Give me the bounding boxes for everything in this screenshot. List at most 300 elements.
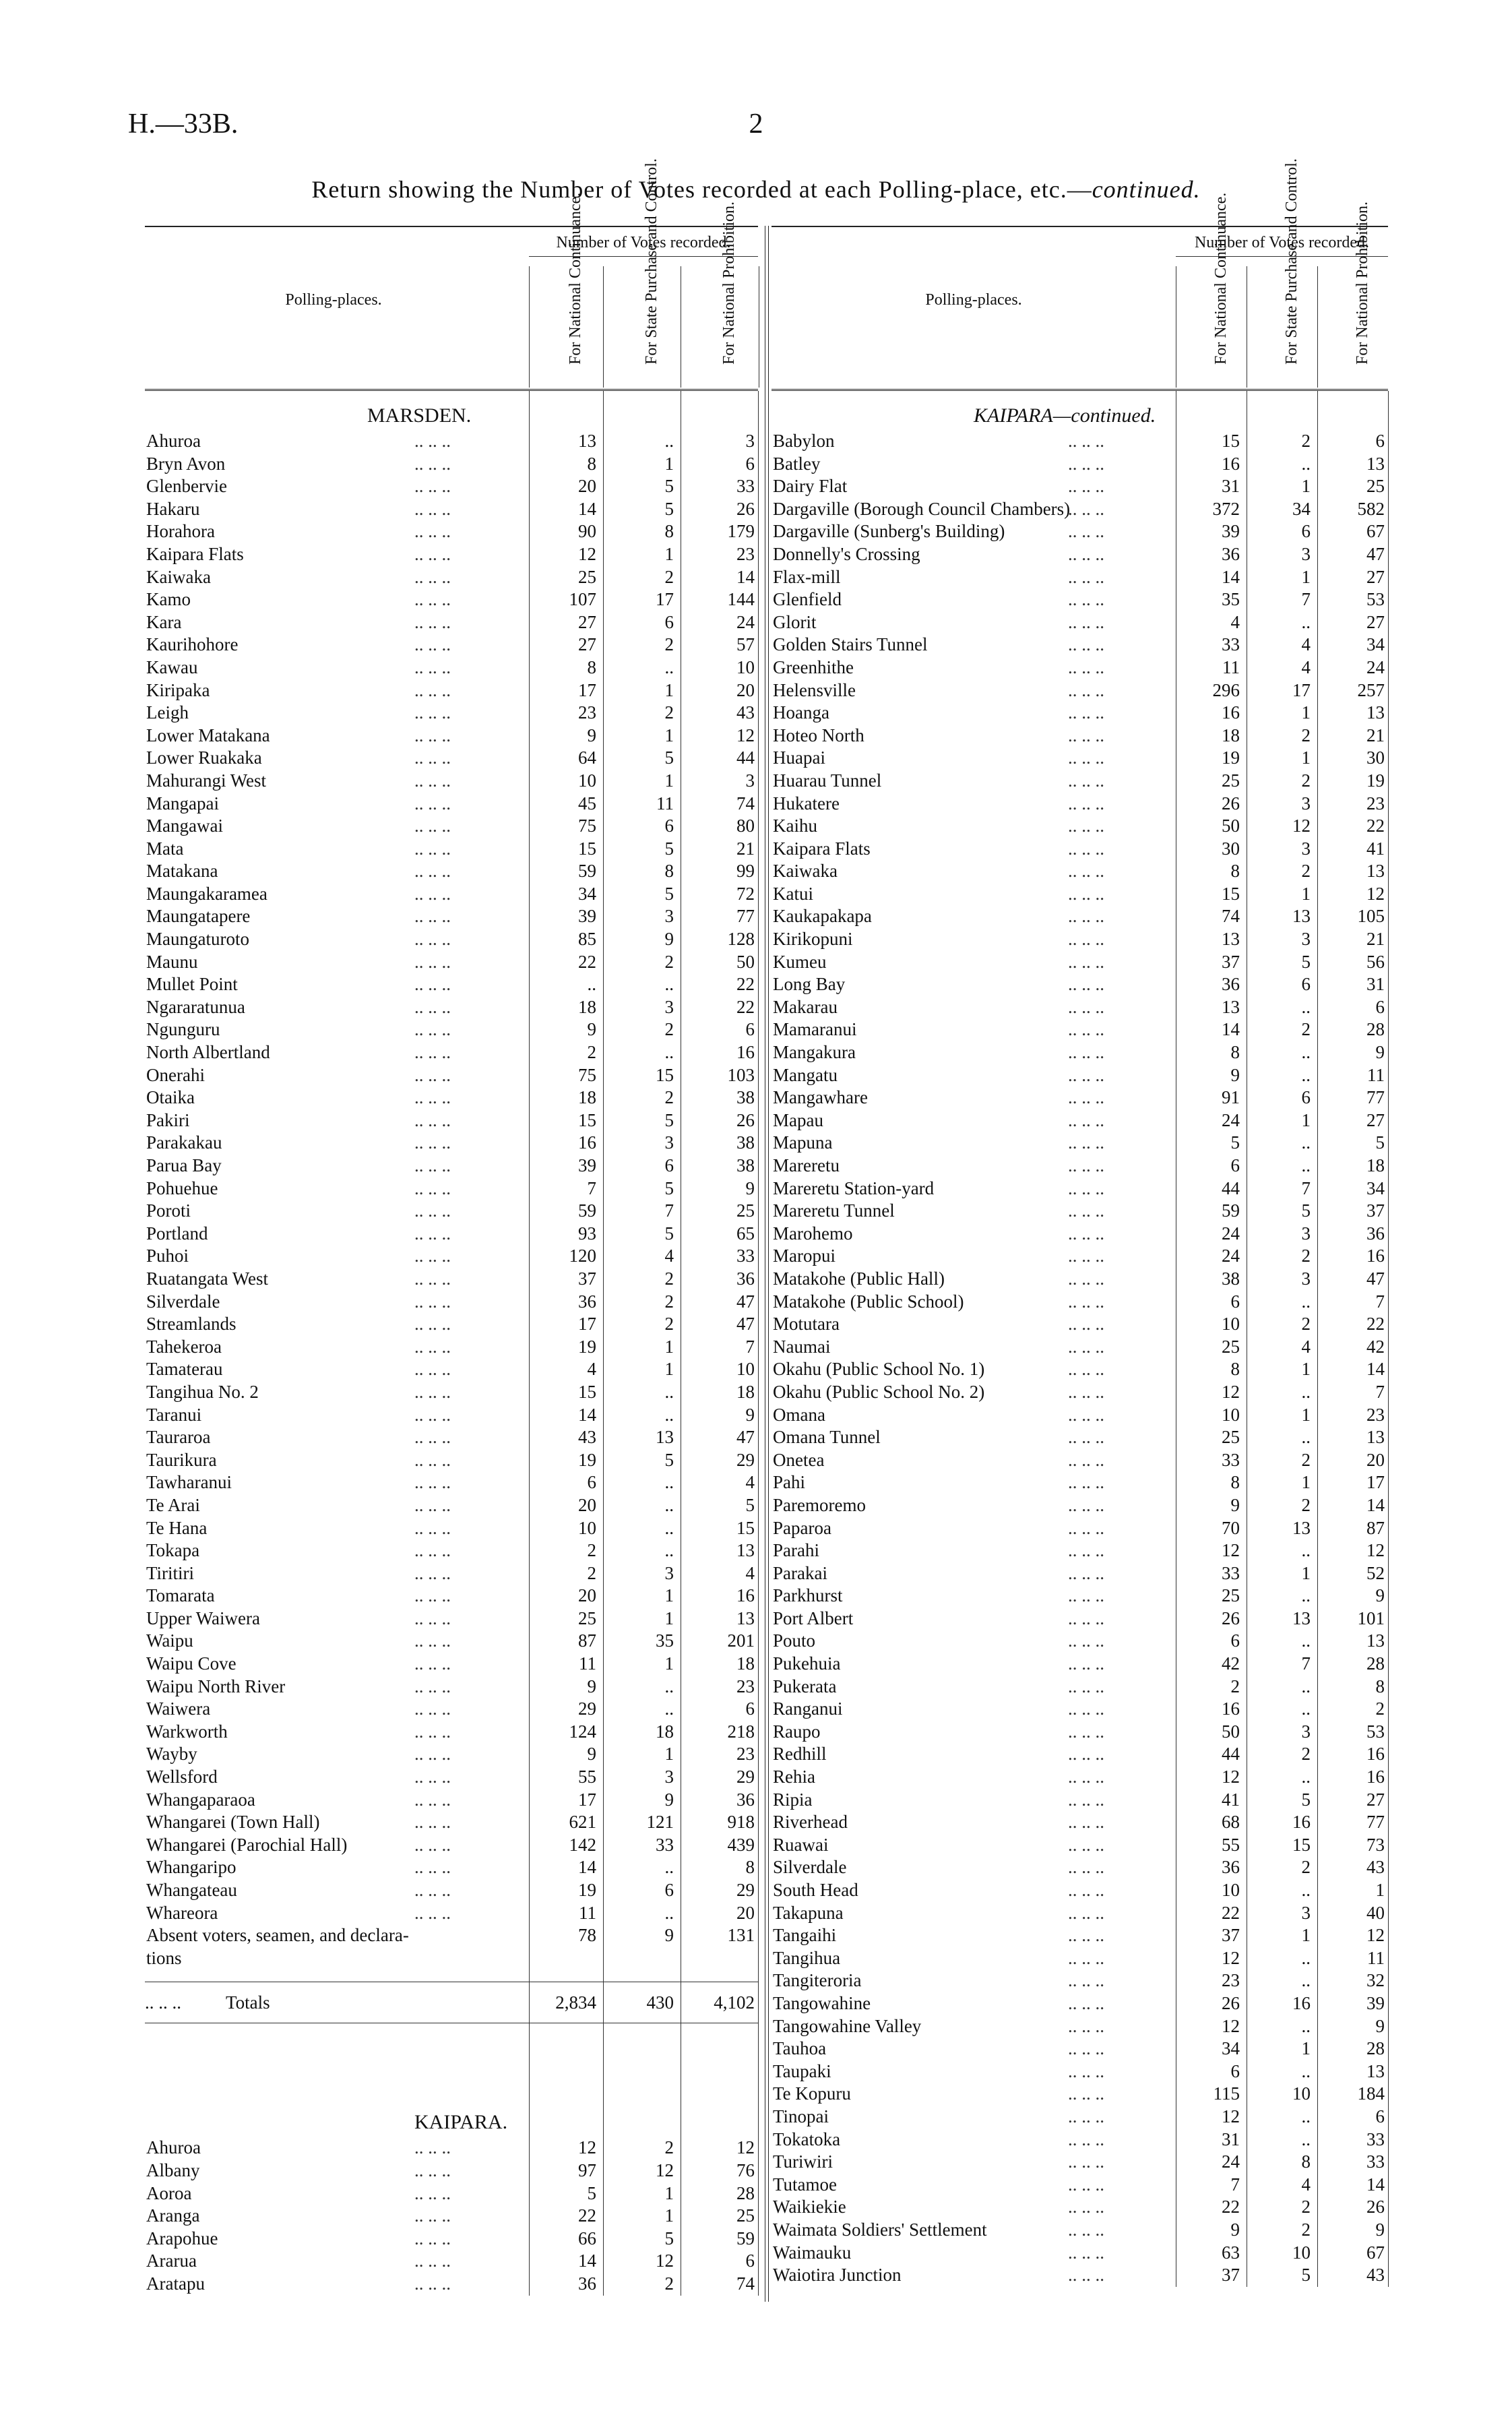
leader-dots: .. .. .. xyxy=(1068,2038,1104,2059)
vote-count: 184 xyxy=(1357,2083,1385,2104)
leader-dots: .. .. .. xyxy=(1068,2197,1104,2217)
table-row xyxy=(771,815,1388,838)
vote-count: 22 xyxy=(1366,816,1385,836)
vote-count: .. xyxy=(1301,2015,1311,2036)
vote-count: 19 xyxy=(1222,747,1240,768)
polling-place-name: Waiotira Junction xyxy=(773,2265,902,2286)
vote-count: 67 xyxy=(1366,2242,1385,2263)
polling-place-name: Makarau xyxy=(773,996,838,1017)
polling-place-name: Donnelly's Crossing xyxy=(773,543,920,564)
polling-place-name: Huarau Tunnel xyxy=(773,770,882,791)
table-row xyxy=(145,2205,758,2228)
vote-count: 5 xyxy=(1301,951,1311,972)
vote-count: 66 xyxy=(578,2228,596,2248)
leader-dots: .. .. .. xyxy=(1068,2242,1104,2263)
vote-count: 115 xyxy=(1213,2083,1240,2104)
leader-dots: .. .. .. xyxy=(1068,589,1104,610)
leader-dots: .. .. .. xyxy=(1068,1336,1104,1357)
polling-place-name: Ahuroa xyxy=(146,431,201,451)
vote-count: 3 xyxy=(1301,1268,1311,1289)
leader-dots: .. .. .. xyxy=(1068,1404,1104,1425)
vote-count: 37 xyxy=(578,1268,596,1289)
vote-count: 13 xyxy=(1366,2060,1385,2081)
vote-count: 14 xyxy=(578,2250,596,2271)
vote-count: 2 xyxy=(587,1540,596,1561)
vote-count: 20 xyxy=(736,679,755,700)
vote-count: 27 xyxy=(1366,566,1385,587)
polling-place-name: Long Bay xyxy=(773,974,846,995)
table-row xyxy=(771,1834,1388,1857)
table-row xyxy=(145,1313,758,1336)
table-row xyxy=(145,2250,758,2273)
vote-count: 26 xyxy=(1366,2197,1385,2217)
leader-dots: .. .. .. xyxy=(414,1246,451,1266)
vote-count: 5 xyxy=(1301,2265,1311,2286)
table-row xyxy=(771,2242,1388,2265)
vote-count: 9 xyxy=(587,1744,596,1765)
polling-place-name: Kamo xyxy=(146,589,191,610)
table-row xyxy=(145,860,758,883)
leader-dots: .. .. .. xyxy=(414,2182,451,2203)
leader-dots: .. .. .. xyxy=(414,431,451,451)
vote-count: 3 xyxy=(745,431,755,451)
vote-count: 8 xyxy=(1230,1359,1240,1380)
table-row xyxy=(771,2083,1388,2106)
left-table-body xyxy=(145,391,758,2296)
leader-dots: .. .. .. xyxy=(1068,951,1104,972)
vote-count: 6 xyxy=(1230,1291,1240,1312)
polling-place-name: Helensville xyxy=(773,679,856,700)
vote-count: 7 xyxy=(1375,1291,1385,1312)
vote-count: 19 xyxy=(1366,770,1385,791)
vote-count: .. xyxy=(664,1540,674,1561)
vote-count: 3 xyxy=(745,770,755,791)
vote-count: 85 xyxy=(578,929,596,950)
polling-place-name: Tinopai xyxy=(773,2106,829,2126)
polling-place-name: Pohuehue xyxy=(146,1177,218,1198)
vote-count: 39 xyxy=(578,906,596,927)
polling-place-name: Waiwera xyxy=(146,1698,211,1719)
col-state-control-header-right: For State Purchase and Control. xyxy=(1282,158,1300,365)
polling-place-name: Golden Stairs Tunnel xyxy=(773,634,928,655)
leader-dots: .. .. .. xyxy=(1068,1902,1104,1923)
polling-place-name: Ngararatunua xyxy=(146,996,245,1017)
polling-place-name: Glenbervie xyxy=(146,476,227,497)
polling-place-name: Wellsford xyxy=(146,1767,218,1787)
vote-count: 39 xyxy=(1222,521,1240,542)
vote-count: 131 xyxy=(727,1925,755,1946)
vote-count: 29 xyxy=(578,1698,596,1719)
leader-dots: .. .. .. xyxy=(414,747,451,768)
leader-dots: .. .. .. xyxy=(1068,1042,1104,1063)
polling-place-name: Te Arai xyxy=(146,1494,200,1515)
vote-count: 21 xyxy=(1366,725,1385,745)
leader-dots: .. .. .. xyxy=(1068,1834,1104,1855)
polling-place-name: Ripia xyxy=(773,1789,813,1810)
table-row xyxy=(771,725,1388,747)
leader-dots: .. .. .. xyxy=(1068,1607,1104,1628)
vote-count: 101 xyxy=(1357,1607,1385,1628)
vote-count: .. xyxy=(1301,1291,1311,1312)
vote-count: 26 xyxy=(1222,1992,1240,2013)
vote-count: .. xyxy=(1301,1585,1311,1606)
polling-place-name: Glorit xyxy=(773,611,817,632)
table-row xyxy=(145,2137,758,2160)
table-row xyxy=(771,1381,1388,1404)
leader-dots: .. .. .. xyxy=(414,1834,451,1855)
vote-count: 10 xyxy=(1222,1314,1240,1335)
table-row xyxy=(771,1449,1388,1472)
table-row xyxy=(771,838,1388,861)
vote-count: 20 xyxy=(736,1902,755,1923)
vote-count: 36 xyxy=(736,1789,755,1810)
polling-place-name: Kaihu xyxy=(773,816,817,836)
table-row xyxy=(771,1200,1388,1223)
table-row xyxy=(145,2182,758,2205)
table-row xyxy=(771,1879,1388,1902)
vote-count: 27 xyxy=(1366,1109,1385,1130)
vote-count: 39 xyxy=(578,1155,596,1175)
col-prohibition-header-right: For National Prohibition. xyxy=(1353,202,1371,365)
polling-place-name: Mangapai xyxy=(146,793,219,814)
table-row xyxy=(145,1041,758,1064)
vote-count: 16 xyxy=(1222,1698,1240,1719)
vote-count: 8 xyxy=(1230,1472,1240,1493)
table-row xyxy=(771,1924,1388,1947)
vote-count: 5 xyxy=(1230,1132,1240,1153)
vote-count: 13 xyxy=(1292,1517,1311,1538)
polling-place-name: Mareretu xyxy=(773,1155,840,1175)
leader-dots: .. .. .. xyxy=(1068,1653,1104,1674)
leader-dots: .. .. .. xyxy=(414,1291,451,1312)
section-title-text: KAIPARA—continued. xyxy=(974,404,1156,427)
total-count: 430 xyxy=(646,1992,674,2013)
table-row xyxy=(145,1743,758,1766)
table-row xyxy=(771,1177,1388,1200)
leader-dots: .. .. .. xyxy=(1068,1630,1104,1651)
vote-count: 4 xyxy=(745,1472,755,1493)
totals-row xyxy=(145,1982,758,2023)
vote-count: 2 xyxy=(587,1042,596,1063)
leader-dots: .. .. .. xyxy=(1068,2129,1104,2149)
vote-count: 22 xyxy=(1366,1314,1385,1335)
table-row xyxy=(771,1268,1388,1291)
table-row xyxy=(145,1879,758,1902)
polling-place-name: Mata xyxy=(146,838,184,859)
vote-count: 2 xyxy=(664,566,674,587)
vote-count: 52 xyxy=(1366,1562,1385,1583)
leader-dots: .. .. .. xyxy=(414,1177,451,1198)
vote-count: 23 xyxy=(736,1744,755,1765)
table-row xyxy=(771,951,1388,974)
vote-count: 30 xyxy=(1222,838,1240,859)
vote-count: 8 xyxy=(745,1857,755,1878)
vote-count: 44 xyxy=(736,747,755,768)
table-row xyxy=(145,1155,758,1177)
vote-count: 9 xyxy=(1375,2219,1385,2240)
table-row xyxy=(771,1132,1388,1155)
vote-count: 1 xyxy=(1301,747,1311,768)
vote-count: .. xyxy=(664,1676,674,1696)
vote-count: .. xyxy=(1301,1155,1311,1175)
polling-place-name: Dargaville (Borough Council Chambers) xyxy=(773,498,1071,519)
leader-dots: .. .. .. xyxy=(414,1494,451,1515)
table-row xyxy=(771,1902,1388,1925)
vote-count: 6 xyxy=(1375,2106,1385,2126)
leader-dots: .. .. .. xyxy=(414,521,451,542)
polling-place-name: Tomarata xyxy=(146,1585,215,1606)
leader-dots: .. .. .. xyxy=(414,1653,451,1674)
polling-place-name: Taurikura xyxy=(146,1449,217,1470)
vote-count: 15 xyxy=(1222,883,1240,904)
leader-dots: .. .. .. xyxy=(1068,1427,1104,1448)
leader-dots: .. .. .. xyxy=(1068,1744,1104,1765)
polling-place-name: Katui xyxy=(773,883,813,904)
vote-count: 9 xyxy=(1375,1585,1385,1606)
polling-place-name: Port Albert xyxy=(773,1607,854,1628)
vote-count: 36 xyxy=(1222,543,1240,564)
leader-dots: .. .. .. xyxy=(414,1562,451,1583)
vote-count: .. xyxy=(1301,996,1311,1017)
votes-recorded-header-right: Number of Votes recorded. xyxy=(1176,234,1388,257)
vote-count: 2 xyxy=(1301,1019,1311,1040)
column-rule xyxy=(1388,391,1389,2287)
leader-dots: .. .. .. xyxy=(414,1449,451,1470)
vote-count: 12 xyxy=(578,543,596,564)
table-row xyxy=(145,1856,758,1879)
leader-dots: .. .. .. xyxy=(1068,1789,1104,1810)
page-header xyxy=(128,108,1384,148)
vote-count: 107 xyxy=(569,589,596,610)
polling-place-name: Batley xyxy=(773,453,821,474)
leader-dots: .. .. .. xyxy=(414,1064,451,1085)
vote-count: 9 xyxy=(745,1177,755,1198)
table-row xyxy=(145,1698,758,1721)
vote-count: 6 xyxy=(1375,431,1385,451)
vote-count: 28 xyxy=(1366,1019,1385,1040)
vote-count: 59 xyxy=(578,861,596,882)
leader-dots: .. .. .. xyxy=(1068,1155,1104,1175)
vote-count: 12 xyxy=(1366,1925,1385,1946)
polling-place-name: Ranganui xyxy=(773,1698,843,1719)
vote-count: 11 xyxy=(656,793,674,814)
vote-count: 16 xyxy=(1366,1767,1385,1787)
vote-count: 14 xyxy=(1222,1019,1240,1040)
vote-count: 15 xyxy=(578,1109,596,1130)
vote-count: 1 xyxy=(664,1585,674,1606)
polling-place-name: Otaika xyxy=(146,1087,195,1108)
leader-dots: .. .. .. xyxy=(1068,770,1104,791)
vote-count: 1 xyxy=(664,1359,674,1380)
table-row xyxy=(145,1381,758,1404)
table-row xyxy=(771,1562,1388,1585)
vote-count: .. xyxy=(1301,1064,1311,1085)
vote-count: 22 xyxy=(736,996,755,1017)
vote-count: 10 xyxy=(1222,1880,1240,1900)
leader-dots: .. .. .. xyxy=(414,1404,451,1425)
polling-place-name: Huapai xyxy=(773,747,825,768)
table-row xyxy=(771,566,1388,589)
vote-count: 3 xyxy=(1301,929,1311,950)
vote-count: 8 xyxy=(1230,1042,1240,1063)
vote-count: 12 xyxy=(1366,883,1385,904)
polling-place-name: Puhoi xyxy=(146,1246,189,1266)
vote-count: 14 xyxy=(736,566,755,587)
polling-place-name: Kawau xyxy=(146,656,198,677)
polling-place-name: Tauraroa xyxy=(146,1427,211,1448)
leader-dots: .. .. .. xyxy=(414,1155,451,1175)
polling-place-name: Silverdale xyxy=(773,1857,847,1878)
vote-count: 63 xyxy=(1222,2242,1240,2263)
vote-count: 31 xyxy=(1222,2129,1240,2149)
vote-count: 37 xyxy=(1366,1200,1385,1221)
polling-place-name: Kara xyxy=(146,611,182,632)
vote-count: 25 xyxy=(578,566,596,587)
right-table-body xyxy=(771,391,1388,2287)
vote-count: 5 xyxy=(664,476,674,497)
vote-count: 17 xyxy=(1292,679,1311,700)
vote-count: 13 xyxy=(1366,1630,1385,1651)
leader-dots: .. .. .. xyxy=(1068,453,1104,474)
vote-count: 2 xyxy=(1301,861,1311,882)
vote-count: .. xyxy=(1301,2106,1311,2126)
polling-place-name: Pahi xyxy=(773,1472,806,1493)
leader-dots: .. .. .. xyxy=(1068,883,1104,904)
vote-count: 5 xyxy=(664,1449,674,1470)
vote-count: 13 xyxy=(1292,906,1311,927)
vote-count: 9 xyxy=(1230,2219,1240,2240)
table-row xyxy=(145,2273,758,2296)
table-row xyxy=(145,1539,758,1562)
vote-count: 2 xyxy=(1375,1698,1385,1719)
polling-place-name: Tangihua xyxy=(773,1947,841,1968)
leader-dots: .. .. .. xyxy=(1068,431,1104,451)
vote-count: 918 xyxy=(727,1812,755,1833)
leader-dots: .. .. .. xyxy=(414,476,451,497)
polling-place-name: Silverdale xyxy=(146,1291,220,1312)
vote-count: 2 xyxy=(664,951,674,972)
polling-place-name: Riverhead xyxy=(773,1812,848,1833)
vote-count: 5 xyxy=(664,747,674,768)
vote-count: 73 xyxy=(1366,1834,1385,1855)
vote-count: 2 xyxy=(664,2137,674,2158)
leader-dots: .. .. .. xyxy=(414,1812,451,1833)
leader-dots: .. .. .. xyxy=(414,1744,451,1765)
vote-count: 53 xyxy=(1366,1721,1385,1742)
vote-count: 27 xyxy=(1366,1789,1385,1810)
vote-count: .. xyxy=(1301,1630,1311,1651)
leader-dots: .. .. .. xyxy=(414,1902,451,1923)
vote-count: 1 xyxy=(664,1336,674,1357)
polling-place-name: Bryn Avon xyxy=(146,453,226,474)
vote-count: 1 xyxy=(1375,1880,1385,1900)
vote-count: 13 xyxy=(1366,861,1385,882)
vote-count: 201 xyxy=(727,1630,755,1651)
vote-count: 16 xyxy=(1366,1744,1385,1765)
polling-place-name: Kaurihohore xyxy=(146,634,239,655)
polling-place-name: Pukerata xyxy=(773,1676,837,1696)
vote-count: 50 xyxy=(736,951,755,972)
leader-dots: .. .. .. xyxy=(1068,861,1104,882)
vote-count: 36 xyxy=(1222,974,1240,995)
vote-count: .. xyxy=(1301,1132,1311,1153)
polling-place-name: Turiwiri xyxy=(773,2151,833,2172)
vote-count: 9 xyxy=(1375,1042,1385,1063)
polling-place-name: Waimauku xyxy=(773,2242,852,2263)
total-count: 4,102 xyxy=(714,1992,755,2013)
table-row xyxy=(771,1471,1388,1494)
vote-count: 10 xyxy=(736,1359,755,1380)
vote-count: 77 xyxy=(1366,1812,1385,1833)
vote-count: 43 xyxy=(578,1427,596,1448)
vote-count: .. xyxy=(1301,1381,1311,1402)
table-row xyxy=(145,588,758,611)
vote-count: 35 xyxy=(1222,589,1240,610)
vote-count: 9 xyxy=(1230,1064,1240,1085)
polling-place-name: Tauhoa xyxy=(773,2038,827,2059)
vote-count: 1 xyxy=(1301,1562,1311,1583)
table-row xyxy=(771,1313,1388,1336)
table-row xyxy=(145,2228,758,2250)
table-row xyxy=(145,1947,758,1970)
vote-count: 1 xyxy=(664,1607,674,1628)
table-row xyxy=(145,543,758,566)
table-row xyxy=(771,1743,1388,1766)
vote-count: 2 xyxy=(664,1291,674,1312)
leader-dots: .. .. .. xyxy=(414,996,451,1017)
page-number: 2 xyxy=(749,109,763,140)
vote-count: 3 xyxy=(664,906,674,927)
vote-count: 105 xyxy=(1357,906,1385,927)
polling-place-name: Ruawai xyxy=(773,1834,829,1855)
leader-dots: .. .. .. xyxy=(1068,1517,1104,1538)
vote-count: 4 xyxy=(587,1359,596,1380)
vote-count: 5 xyxy=(664,1223,674,1244)
vote-count: 12 xyxy=(736,2137,755,2158)
vote-count: 34 xyxy=(1292,498,1311,519)
polling-place-name: Maungakaramea xyxy=(146,883,267,904)
vote-count: 75 xyxy=(578,816,596,836)
vote-count: 6 xyxy=(745,453,755,474)
polling-place-name: Kumeu xyxy=(773,951,827,972)
vote-count: 40 xyxy=(1366,1902,1385,1923)
vote-count: 50 xyxy=(1222,816,1240,836)
table-row xyxy=(771,1539,1388,1562)
vote-count: 3 xyxy=(664,1767,674,1787)
vote-count: 43 xyxy=(1366,2265,1385,2286)
vote-count: .. xyxy=(1301,1042,1311,1063)
polling-place-name: Taupaki xyxy=(773,2060,831,2081)
vote-count: .. xyxy=(664,1857,674,1878)
vote-count: 5 xyxy=(664,1177,674,1198)
polling-place-name: Aratapu xyxy=(146,2273,205,2294)
vote-count: 38 xyxy=(736,1087,755,1108)
table-row xyxy=(145,1064,758,1087)
table-row xyxy=(771,996,1388,1019)
leader-dots: .. .. .. xyxy=(1068,521,1104,542)
table-row xyxy=(145,996,758,1019)
table-row xyxy=(771,1811,1388,1834)
vote-count: 25 xyxy=(1222,770,1240,791)
vote-count: 22 xyxy=(578,951,596,972)
leader-dots: .. .. .. xyxy=(414,1789,451,1810)
leader-dots: .. .. .. xyxy=(1068,1494,1104,1515)
vote-count: .. xyxy=(664,431,674,451)
vote-count: 33 xyxy=(1366,2151,1385,2172)
leader-dots: .. .. .. xyxy=(1068,2106,1104,2126)
vote-count: 26 xyxy=(1222,1607,1240,1628)
vote-count: 13 xyxy=(1366,1427,1385,1448)
